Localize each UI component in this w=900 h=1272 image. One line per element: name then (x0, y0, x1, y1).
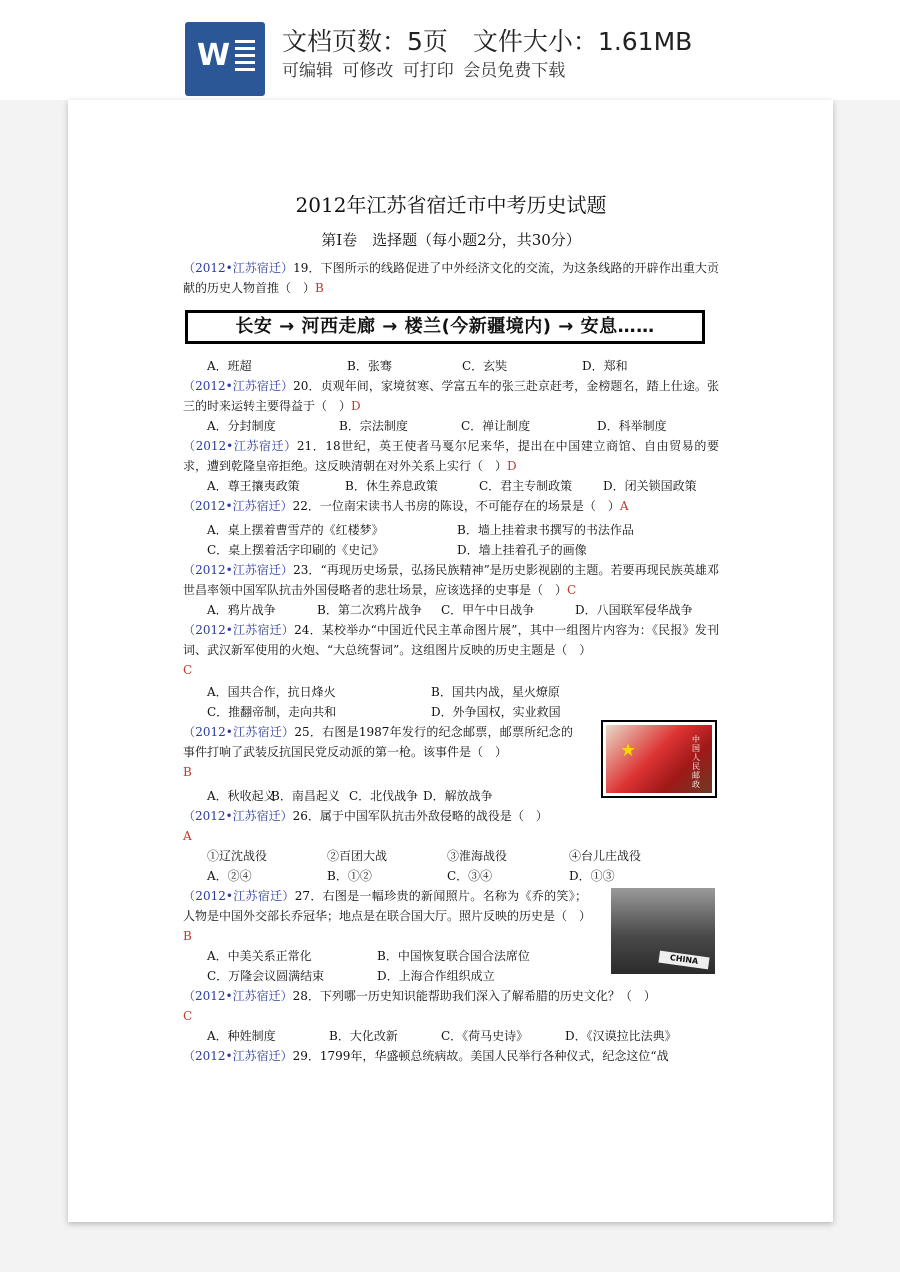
document-info-title: 文档页数：5页 文件大小：1.61MB (282, 27, 693, 56)
commemorative-stamp-image (601, 720, 717, 798)
question-24: （2012•江苏宿迁）24．某校举办“中国近代民主革命图片展”，其中一组图片内容为：《民报》发刊词、武汉新军使用的火炮、“大总统誓词”。这组图片反映的历史主题是（ ） C (183, 623, 719, 677)
options-24-row2: C．推翻帝制，走向共和 D．外争国权，实业救国 (207, 705, 561, 719)
options-27-row2: C．万隆会议圆满结束 D．上海合作组织成立 (207, 969, 495, 983)
answer: C (183, 1009, 193, 1023)
answer: A (619, 499, 629, 513)
question-27-block (183, 886, 719, 986)
options-25: A．秋收起义 B．南昌起义 C．北伐战争 D．解放战争 (207, 789, 493, 803)
options-24-row1: A．国共合作，抗日烽火 B．国共内战，星火燎原 (207, 685, 560, 699)
question-20: （2012•江苏宿迁）20．贞观年间，家境贫寒、学富五车的张三赴京赶考，金榜题名，踏上仕途。张三的时来运转主要得益于（ ）D (183, 379, 719, 413)
answer: C (183, 663, 193, 677)
options-20: A．分封制度 B．宗法制度 C．禅让制度 D．科举制度 (207, 419, 667, 433)
question-21: （2012•江苏宿迁）21．18世纪，英王使者马戛尔尼来华，提出在中国建立商馆、自由贸易的要求，遭到乾隆皇帝拒绝。这反映清朝在对外关系上实行（ ）D (183, 439, 719, 473)
options-26: A．②④ B．①② C．③④ D．①③ (207, 869, 615, 883)
stamp-label: 中国人民邮政 (692, 735, 700, 789)
question-28: （2012•江苏宿迁）28．下列哪一历史知识能帮助我们深入了解希腊的历史文化？（ ） C (183, 989, 656, 1023)
options-22-row2: C．桌上摆着活字印刷的《史记》 D．墙上挂着孔子的画像 (207, 543, 587, 557)
options-21: A．尊王攘夷政策 B．休生养息政策 C．君主专制政策 D．闭关锁国政策 (207, 479, 697, 493)
section-heading: 第Ⅰ卷 选择题（每小题2分，共30分） (321, 231, 581, 249)
question-29: （2012•江苏宿迁）29．1799年，华盛顿总统病故。美国人民举行各种仪式，纪念这位“战 (183, 1049, 669, 1063)
answer: A (183, 829, 192, 843)
answer: B (183, 765, 192, 779)
question-22: （2012•江苏宿迁）22．一位南宋读书人书房的陈设，不可能存在的场景是（ ）A (183, 499, 629, 513)
photo-nameplate: CHINA (658, 951, 709, 970)
exam-title: 2012年江苏省宿迁市中考历史试题 (295, 193, 607, 217)
question-23: （2012•江苏宿迁）23．“再现历史场景，弘扬民族精神”是历史影视剧的主题。若要再现民族英雄邓世昌率领中国军队抗击外国侵略者的悲壮场景，应该选择的史事是（ ）C (183, 563, 719, 597)
answer: D (507, 459, 517, 473)
page-content (183, 192, 719, 1066)
question-25: （2012•江苏宿迁）25．右图是1987年发行的纪念邮票，邮票所纪念的事件打响了武装反抗国民党反动派的第一枪。该事件是（ ） B (183, 725, 573, 779)
answer: C (567, 583, 577, 597)
question-25-block (183, 722, 719, 806)
options-27-row1: A．中美关系正常化 B．中国恢复联合国合法席位 (207, 949, 530, 963)
question-26: （2012•江苏宿迁）26．属于中国军队抗击外敌侵略的战役是（ ） A (183, 809, 548, 843)
document-page (68, 100, 833, 1222)
silk-road-route-box: 长安 → 河西走廊 → 楼兰(今新疆境内) → 安息…… (185, 310, 705, 344)
answer: D (351, 399, 361, 413)
star-icon: ★ (620, 740, 637, 761)
answer: B (315, 281, 324, 295)
word-document-icon (185, 22, 265, 96)
news-photo-image (611, 888, 715, 974)
word-icon-letter: W (197, 38, 231, 73)
answer: B (183, 929, 192, 943)
question-27: （2012•江苏宿迁）27．右图是一幅珍贵的新闻照片。名称为《乔的笑》；人物是中国外交部长乔冠华；地点是在联合国大厅。照片反映的历史是（ ）B (183, 889, 592, 943)
options-28: A．种姓制度 B．大化改新 C．《荷马史诗》 D．《汉谟拉比法典》 (207, 1029, 677, 1043)
question-19: （2012•江苏宿迁）19．下图所示的线路促进了中外经济文化的交流，为这条线路的开辟作出重大贡献的历史人物首推（ ）B (183, 261, 719, 295)
options-19: A．班超 B．张骞 C．玄奘 D．郑和 (207, 359, 628, 373)
options-22-row1: A．桌上摆着曹雪芹的《红楼梦》 B．墙上挂着隶书撰写的书法作品 (207, 523, 634, 537)
document-features: 可编辑 可修改 可打印 会员免费下载 (282, 61, 566, 81)
header-banner (0, 0, 900, 100)
options-23: A．鸦片战争 B．第二次鸦片战争 C．甲午中日战争 D．八国联军侵华战争 (207, 603, 693, 617)
options-26-items: ①辽沈战役 ②百团大战 ③淮海战役 ④台儿庄战役 (207, 849, 642, 863)
